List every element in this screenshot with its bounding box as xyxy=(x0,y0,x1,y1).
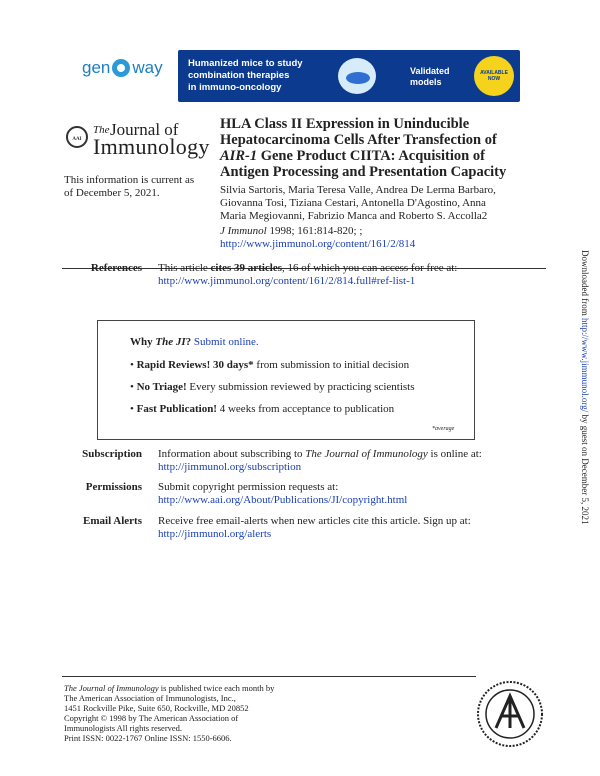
logo-journal: Journal of xyxy=(110,120,179,139)
title-line: HLA Class II Expression in Uninducible xyxy=(220,116,470,132)
aai-seal-large-icon xyxy=(476,680,544,748)
logo-the: The xyxy=(93,124,110,136)
submit-online-link[interactable]: Submit online. xyxy=(193,336,259,348)
footer-line: Print ISSN: 0022-1767 Online ISSN: 1550-6606. xyxy=(64,733,232,743)
bullet-rest: 4 weeks from acceptance to publication xyxy=(216,403,395,415)
permissions-link[interactable]: http://www.aai.org/About/Publications/JI/copyright.html xyxy=(158,494,408,506)
why-q: ? xyxy=(185,336,194,348)
banner-headline-line: combination therapies xyxy=(188,70,290,81)
subscription-italic: The Journal of Immunology xyxy=(305,448,428,460)
references-line xyxy=(158,262,548,275)
side-link[interactable]: http://www.jimmunol.org/ xyxy=(580,317,590,413)
publisher-footer xyxy=(64,683,324,743)
citation xyxy=(220,225,415,251)
bullet-rest: from submission to initial decision xyxy=(253,359,410,371)
subscription-label: Subscription xyxy=(82,448,142,460)
validated-line: Validated xyxy=(410,66,450,76)
logo-immunology: Immunology xyxy=(93,134,210,159)
references-pre: This article xyxy=(158,262,211,274)
email-alerts-text xyxy=(158,515,548,541)
authors-line: Silvia Sartoris, Maria Teresa Valle, Andrea De Lerma Barbaro, xyxy=(220,184,496,196)
title-line: Antigen Processing and Presentation Capacity xyxy=(220,164,507,180)
footer-rest: is published twice each month by xyxy=(158,683,275,693)
ad-banner[interactable] xyxy=(178,50,520,102)
why-ji-heading xyxy=(130,336,259,348)
email-alerts-label: Email Alerts xyxy=(83,515,142,527)
footer-divider xyxy=(62,676,476,677)
aai-seal-icon xyxy=(66,126,88,148)
bullet-bold: Fast Publication! xyxy=(136,403,217,415)
citation-line xyxy=(220,225,415,238)
references-post: , 16 of which you can access for free at: xyxy=(282,262,458,274)
permissions-text xyxy=(158,481,548,507)
banner-headline-line: in immuno-oncology xyxy=(188,82,282,93)
bullet-rest: Every submission reviewed by practicing scientists xyxy=(186,381,415,393)
title-line-rest: Gene Product CIITA: Acquisition of xyxy=(257,148,485,164)
subscription-text xyxy=(158,448,548,474)
title-gene-italic: AIR-1 xyxy=(220,148,258,164)
bullet-icon: • xyxy=(130,381,134,393)
badge-line: AVAILABLE xyxy=(480,70,508,76)
seal-letters: AAI xyxy=(72,137,82,142)
article-url-link[interactable]: http://www.jimmunol.org/content/161/2/814 xyxy=(220,238,416,250)
download-side-note xyxy=(576,250,592,550)
author-list xyxy=(220,184,540,223)
currency-note xyxy=(64,174,214,200)
citation-details: 1998; 161:814-820; ; xyxy=(266,225,363,237)
brand-text-way: way xyxy=(132,58,163,77)
bullet-bold: No Triage! xyxy=(136,381,187,393)
permissions-line: Submit copyright permission requests at: xyxy=(158,481,339,493)
authors-line: Maria Megiovanni, Fabrizio Manca and Roberto S. Accolla2 xyxy=(220,210,488,222)
bullet-fast-publication xyxy=(130,403,394,415)
bullet-no-triage xyxy=(130,381,415,393)
validated-models xyxy=(410,66,450,88)
title-line xyxy=(220,148,540,164)
title-line: Hepatocarcinoma Cells After Transfection of xyxy=(220,132,497,148)
footer-line: 1451 Rockville Pike, Suite 650, Rockville, MD 20852 xyxy=(64,703,249,713)
side-pre: Downloaded from xyxy=(580,250,590,318)
authors-line: Giovanna Tosi, Tiziana Cestari, Antonella D'Agostino, Anna xyxy=(220,197,486,209)
banner-headline xyxy=(188,58,318,94)
references-text xyxy=(158,262,548,288)
journal-abbrev: J Immunol xyxy=(220,225,267,237)
email-alerts-line: Receive free email-alerts when new articles cite this article. Sign up at: xyxy=(158,515,471,527)
email-alerts-link[interactable]: http://jimmunol.org/alerts xyxy=(158,528,272,540)
validated-line: models xyxy=(410,77,442,87)
brand-ring-icon xyxy=(112,59,130,77)
bullet-rapid-reviews xyxy=(130,359,409,371)
footer-line xyxy=(64,683,324,693)
footer-line: Immunologists All rights reserved. xyxy=(64,723,183,733)
subscription-link[interactable]: http://jimmunol.org/subscription xyxy=(158,461,302,473)
currency-line: of December 5, 2021. xyxy=(64,187,160,199)
banner-headline-line: Humanized mice to study xyxy=(188,58,303,69)
subscription-line xyxy=(158,448,548,461)
bullet-bold: Rapid Reviews! 30 days* xyxy=(136,359,254,371)
article-title xyxy=(220,116,540,180)
references-link[interactable]: http://www.jimmunol.org/content/161/2/814.full#ref-list-1 xyxy=(158,275,416,287)
footer-line: Copyright © 1998 by The American Association of xyxy=(64,713,239,723)
genoway-logo[interactable] xyxy=(82,58,163,78)
why-italic: The JI xyxy=(155,336,186,348)
subscription-post: is online at: xyxy=(427,448,482,460)
bullet-icon: • xyxy=(130,403,134,415)
badge-line: NOW xyxy=(487,76,501,82)
mouse-body-icon xyxy=(346,72,370,84)
references-label: References xyxy=(90,262,142,274)
side-post: by guest on December 5, 2021 xyxy=(580,412,590,525)
references-bold: cites 39 articles xyxy=(210,262,283,274)
brand-text-gen: gen xyxy=(82,58,111,77)
available-now-badge xyxy=(474,56,514,96)
footer-line: The American Association of Immunologists, Inc., xyxy=(64,693,236,703)
currency-line: This information is current as xyxy=(64,174,195,186)
why-pre: Why xyxy=(130,336,156,348)
permissions-label: Permissions xyxy=(85,481,142,493)
footer-journal: The Journal of Immunology xyxy=(64,683,159,693)
subscription-pre: Information about subscribing to xyxy=(158,448,306,460)
bullet-icon: • xyxy=(130,359,134,371)
average-note: *average xyxy=(432,426,455,432)
